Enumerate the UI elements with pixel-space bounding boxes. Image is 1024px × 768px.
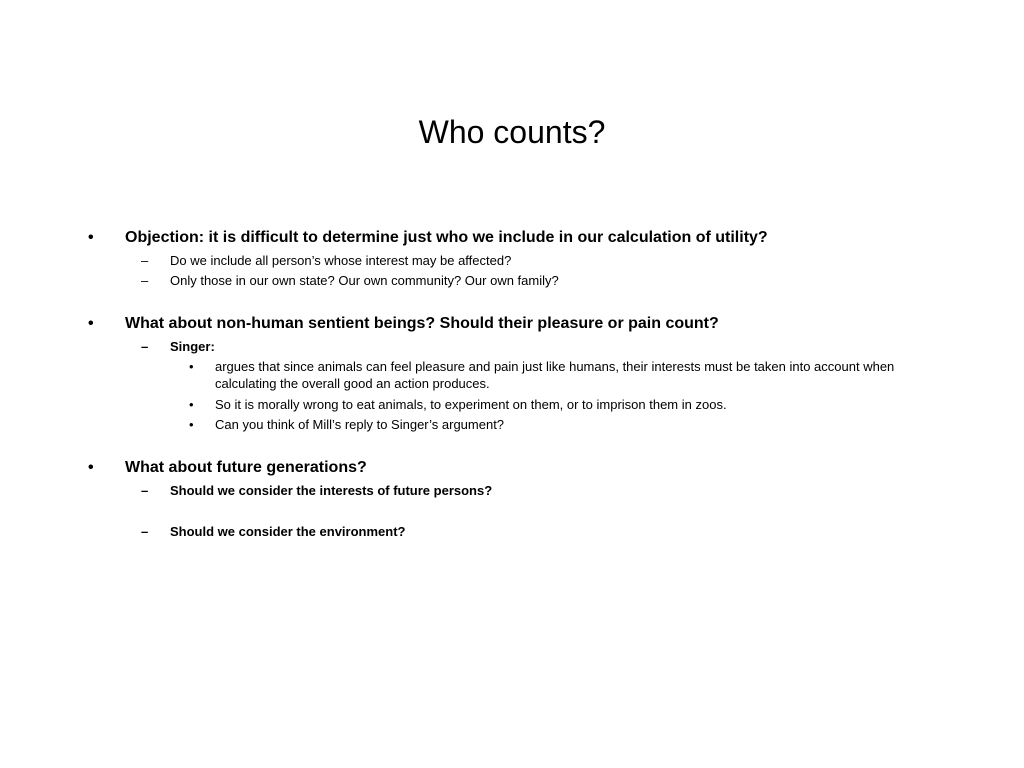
slide-title: Who counts? — [418, 114, 606, 150]
sub-bullet-text: Can you think of Mill’s reply to Singer’s argument? — [215, 417, 505, 432]
sub-bullet-text: argues that since animals can feel pleasure and pain just like humans, their interests must be taken into account when calculating the overall good an action produces. — [215, 359, 895, 391]
sub-bullet-marker: • — [189, 397, 194, 412]
dash-marker: – — [141, 253, 149, 268]
dash-item-text: Do we include all person’s whose interest may be affected? — [170, 253, 512, 268]
bullet-heading: What about non-human sentient beings? Should their pleasure or pain count? — [125, 315, 719, 332]
dash-marker: – — [141, 273, 149, 288]
sub-bullet-text: So it is morally wrong to eat animals, to experiment on them, or to imprison them in zoos. — [215, 397, 727, 412]
bullet-heading: What about future generations? — [125, 459, 367, 476]
dash-item-text: Singer: — [170, 339, 215, 354]
bullet-marker: • — [88, 229, 94, 246]
dash-item-text: Should we consider the interests of future persons? — [170, 483, 493, 498]
dash-marker: – — [141, 524, 149, 539]
sub-bullet-marker: • — [189, 359, 194, 374]
dash-marker: – — [141, 483, 149, 498]
bullet-marker: • — [88, 459, 94, 476]
dash-item-text: Should we consider the environment? — [170, 524, 406, 539]
bullet-marker: • — [88, 315, 94, 332]
dash-item-text: Only those in our own state? Our own community? Our own family? — [170, 273, 559, 288]
sub-bullet-marker: • — [189, 417, 194, 432]
dash-marker: – — [141, 339, 149, 354]
bullet-heading: Objection: it is difficult to determine just who we include in our calculation of utility? — [125, 229, 768, 246]
